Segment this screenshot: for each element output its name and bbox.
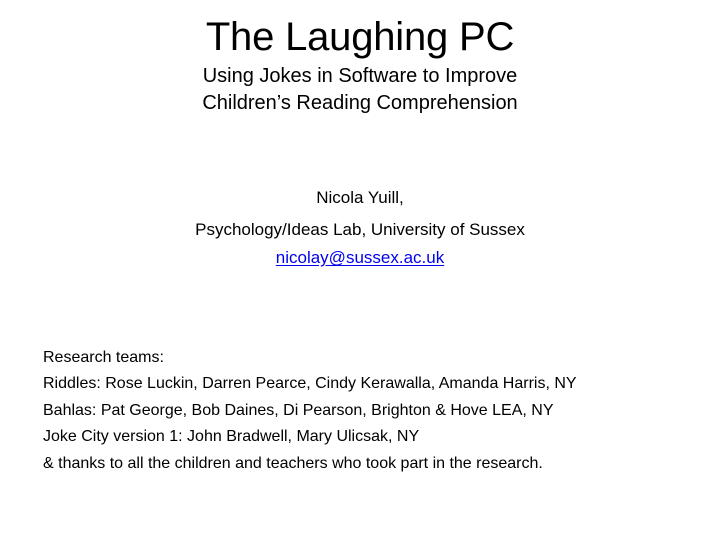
subtitle-line-1: Using Jokes in Software to Improve bbox=[202, 65, 518, 87]
credit-line-riddles: Riddles: Rose Luckin, Darren Pearce, Cindy Kerawalla, Amanda Harris, NY bbox=[43, 375, 577, 393]
author-affiliation: Psychology/Ideas Lab, University of Sussex bbox=[195, 220, 525, 239]
credit-line-bahlas: Bahlas: Pat George, Bob Daines, Di Pearson, Brighton & Hove LEA, NY bbox=[43, 401, 554, 419]
credits-block bbox=[43, 348, 703, 480]
credit-line-thanks: & thanks to all the children and teachers who took part in the research. bbox=[43, 454, 543, 472]
subtitle-line-2: Children’s Reading Comprehension bbox=[202, 92, 518, 114]
author-name: Nicola Yuill, bbox=[316, 188, 404, 207]
author-email bbox=[0, 247, 720, 269]
credits-heading: Research teams: bbox=[43, 349, 164, 366]
credit-line-joke-city: Joke City version 1: John Bradwell, Mary Ulicsak, NY bbox=[43, 428, 420, 446]
email-link[interactable]: nicolay@sussex.ac.uk bbox=[275, 248, 445, 267]
slide-title: The Laughing PC bbox=[205, 15, 515, 59]
